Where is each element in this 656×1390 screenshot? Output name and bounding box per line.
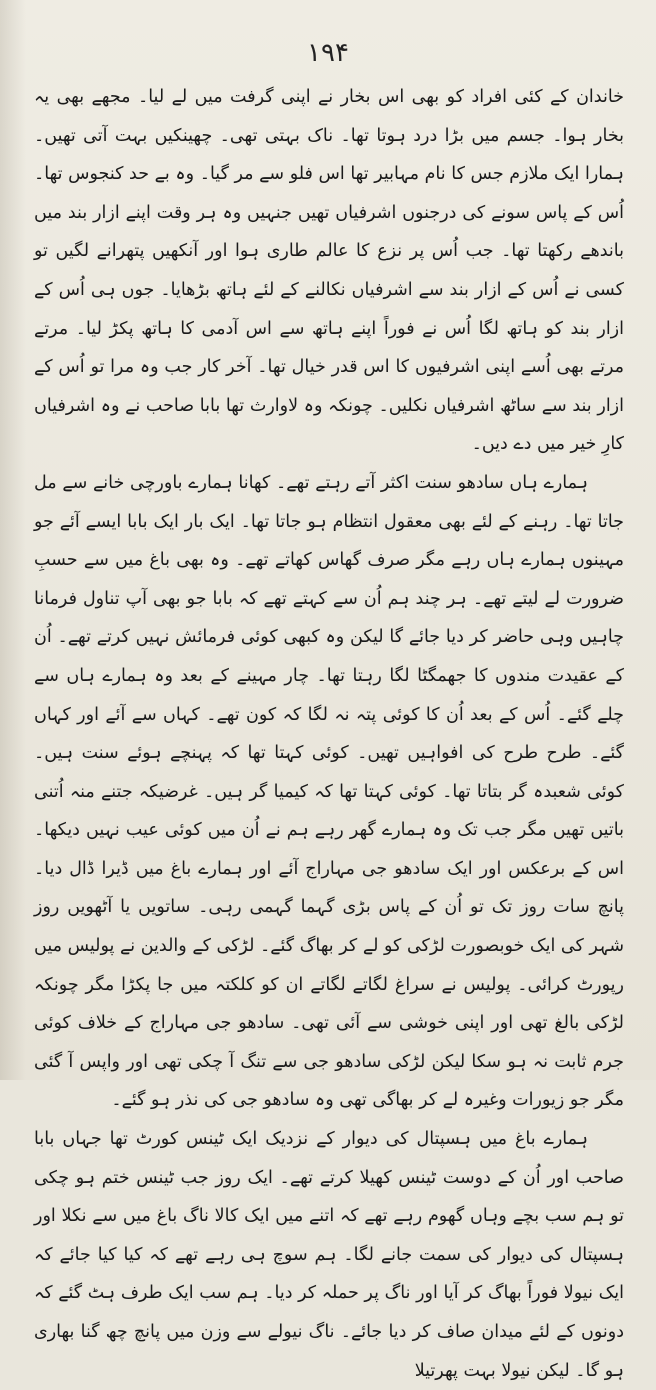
spine-shadow <box>0 0 26 1080</box>
paragraph-tennis-court: ہمارے باغ میں ہسپتال کی دیوار کے نزدیک ایک ٹینس کورٹ تھا جہاں بابا صاحب اور اُن کے دوست ٹینس کھیلا کرتے تھے۔ ایک روز جب ٹینس ختم ہو چکی تو ہم سب بچے وہاں گھوم رہے تھے کہ اتنے میں ایک کالا ناگ باغ میں سے نکلا اور ہسپتال کی دیوار کی سمت جانے لگا۔ ہم سوچ ہی رہے تھے کہ کیا کیا جائے کہ ایک نیولا فوراً بھاگ کر آیا اور ناگ پر حملہ کر دیا۔ ہم سب ایک طرف ہٹ گئے کہ دونوں کے لئے میدان صاف کر دیا جائے۔ ناگ نیولے سے وزن میں پانچ چھ گنا بھاری ہو گا۔ لیکن نیولا بہت پھرتیلا <box>34 1129 624 1381</box>
page-number: ۱۹۴ <box>307 38 349 68</box>
paragraph-sadhus: ہمارے ہاں سادھو سنت اکثر آتے رہتے تھے۔ کھانا ہمارے باورچی خانے سے مل جاتا تھا۔ رہنے کے لئے بھی معقول انتظام ہو جاتا تھا۔ ایک بار ایک بابا ایسے آئے جو مہینوں ہمارے ہاں رہے مگر صرف گھاس کھاتے تھے۔ وہ بھی باغ میں سے حسبِ ضرورت لے لیتے تھے۔ ہر چند ہم اُن سے کہتے تھے کہ بابا جو بھی آپ تناول فرمانا چاہیں وہی حاضر کر دیا جائے گا لیکن وہ کبھی کوئی فرمائش نہیں کرتے تھے۔ اُن کے عقیدت مندوں کا جھمگٹا لگا رہتا تھا۔ چار مہینے کے بعد وہ ہمارے ہاں سے چلے گئے۔ اُس کے بعد اُن کا کوئی پتہ نہ لگا کہ کون تھے۔ کہاں سے آئے اور کہاں گئے۔ طرح طرح کی افواہیں تھیں۔ کوئی کہتا تھا کہ پہنچے ہوئے سنت ہیں۔ کوئی شعبدہ گر بتاتا تھا۔ کوئی کہتا تھا کہ کیمیا گر ہیں۔ غرضیکہ جتنے منہ اُتنی باتیں تھیں مگر جب تک وہ ہمارے گھر رہے ہم نے اُن میں کوئی عیب نہیں دیکھا۔ اس کے برعکس اور ایک سادھو جی مہاراج آئے اور ہمارے باغ میں ڈیرا ڈال دیا۔ پانچ سات روز تک تو اُن کے پاس بڑی گہما گہمی رہی۔ ساتویں یا آٹھویں روز شہر کی ایک خوبصورت لڑکی کو لے کر بھاگ گئے۔ لڑکی کے والدین نے پولیس میں رپورٹ کرائی۔ پولیس نے سراغ لگاتے لگاتے ان کو کلکتہ میں جا پکڑا مگر چونکہ لڑکی بالغ تھی اور اپنی خوشی سے آئی تھی۔ سادھو جی مہاراج کے خلاف کوئی جرم ثابت نہ ہو سکا لیکن لڑکی سادھو جی سے تنگ آ چکی تھی اور واپس آ گئی مگر جو زیورات وغیرہ لے کر بھاگی تھی وہ سادھو جی کی نذر ہو گئے۔ <box>34 472 624 1111</box>
body-text <box>34 78 624 1390</box>
paragraph-mahabir: خاندان کے کئی افراد کو بھی اس بخار نے اپنی گرفت میں لے لیا۔ مجھے بھی یہ بخار ہوا۔ جسم میں بڑا درد ہوتا تھا۔ ناک بہتی تھی۔ چھینکیں بہت آتی تھیں۔ ہمارا ایک ملازم جس کا نام مہابیر تھا اس فلو سے مر گیا۔ وہ بے حد کنجوس تھا۔ اُس کے پاس سونے کی درجنوں اشرفیاں تھیں جنہیں وہ ہر وقت اپنے ازار بند میں باندھے رکھتا تھا۔ جب اُس پر نزع کا عالم طاری ہوا اور آنکھیں پتھرانے لگیں تو کسی نے اُس کے ازار بند سے اشرفیاں نکالنے کے لئے ہاتھ بڑھایا۔ جوں ہی اُس کے ازار بند کو ہاتھ لگا اُس نے فوراً اپنے ہاتھ سے اس آدمی کا ہاتھ پکڑ لیا۔ مرتے مرتے بھی اُسے اپنی اشرفیوں کا اس قدر خیال تھا۔ آخر کار جب وہ مرا تو اُس کے ازار بند سے ساٹھ اشرفیاں نکلیں۔ چونکہ وہ لاوارث تھا بابا صاحب نے وہ اشرفیاں کارِ خیر میں دے دیں۔ <box>34 87 624 455</box>
